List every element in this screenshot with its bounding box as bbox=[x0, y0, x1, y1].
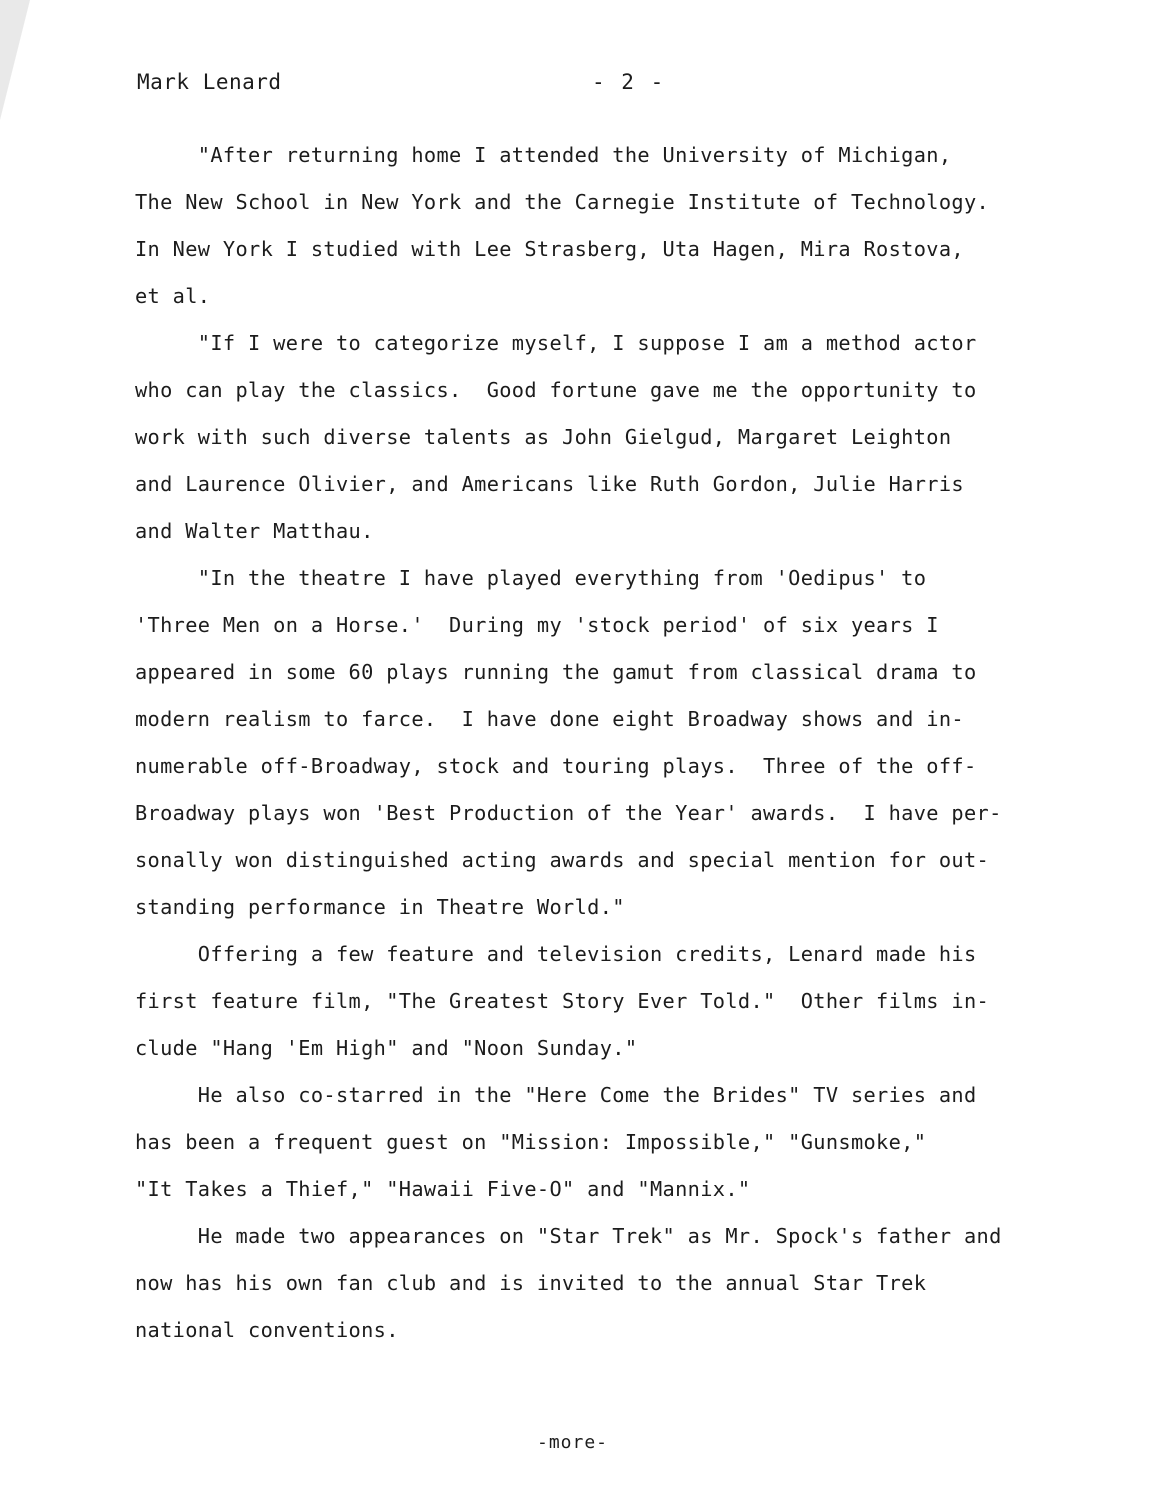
text-line: who can play the classics. Good fortune gave me the opportunity to bbox=[135, 378, 977, 402]
text-line: et al. bbox=[135, 284, 211, 308]
text-line: has been a frequent guest on "Mission: Impossible," "Gunsmoke," bbox=[135, 1130, 927, 1154]
text-line: sonally won distinguished acting awards and special mention for out- bbox=[135, 848, 990, 872]
text-line: national conventions. bbox=[135, 1318, 399, 1342]
text-line: clude "Hang 'Em High" and "Noon Sunday." bbox=[135, 1036, 638, 1060]
page-corner-fold bbox=[0, 0, 30, 120]
text-line: The New School in New York and the Carnegie Institute of Technology. bbox=[135, 190, 990, 214]
text-line: numerable off-Broadway, stock and touring plays. Three of the off- bbox=[135, 754, 977, 778]
text-line: work with such diverse talents as John Gielgud, Margaret Leighton bbox=[135, 425, 952, 449]
text-line: "After returning home I attended the University of Michigan, bbox=[135, 143, 952, 167]
text-line: Offering a few feature and television credits, Lenard made his bbox=[135, 942, 977, 966]
text-line: now has his own fan club and is invited to the annual Star Trek bbox=[135, 1271, 927, 1295]
text-line: Broadway plays won 'Best Production of the Year' awards. I have per- bbox=[135, 801, 1002, 825]
header-name: Mark Lenard bbox=[137, 70, 282, 94]
text-line: "In the theatre I have played everything from 'Oedipus' to bbox=[135, 566, 927, 590]
body-text bbox=[135, 141, 1095, 1363]
page-number: - 2 - bbox=[592, 70, 666, 94]
text-line: 'Three Men on a Horse.' During my 'stock period' of six years I bbox=[135, 613, 939, 637]
text-line: and Walter Matthau. bbox=[135, 519, 374, 543]
text-line: modern realism to farce. I have done eight Broadway shows and in- bbox=[135, 707, 964, 731]
text-line: and Laurence Olivier, and Americans like Ruth Gordon, Julie Harris bbox=[135, 472, 964, 496]
footer-more: -more- bbox=[537, 1432, 609, 1453]
text-line: "If I were to categorize myself, I suppose I am a method actor bbox=[135, 331, 977, 355]
text-line: standing performance in Theatre World." bbox=[135, 895, 625, 919]
text-line: He made two appearances on "Star Trek" as Mr. Spock's father and bbox=[135, 1224, 1002, 1248]
text-line: He also co-starred in the "Here Come the Brides" TV series and bbox=[135, 1083, 977, 1107]
text-line: appeared in some 60 plays running the gamut from classical drama to bbox=[135, 660, 977, 684]
text-line: "It Takes a Thief," "Hawaii Five-O" and "Mannix." bbox=[135, 1177, 751, 1201]
text-line: In New York I studied with Lee Strasberg, Uta Hagen, Mira Rostova, bbox=[135, 237, 964, 261]
text-line: first feature film, "The Greatest Story Ever Told." Other films in- bbox=[135, 989, 990, 1013]
